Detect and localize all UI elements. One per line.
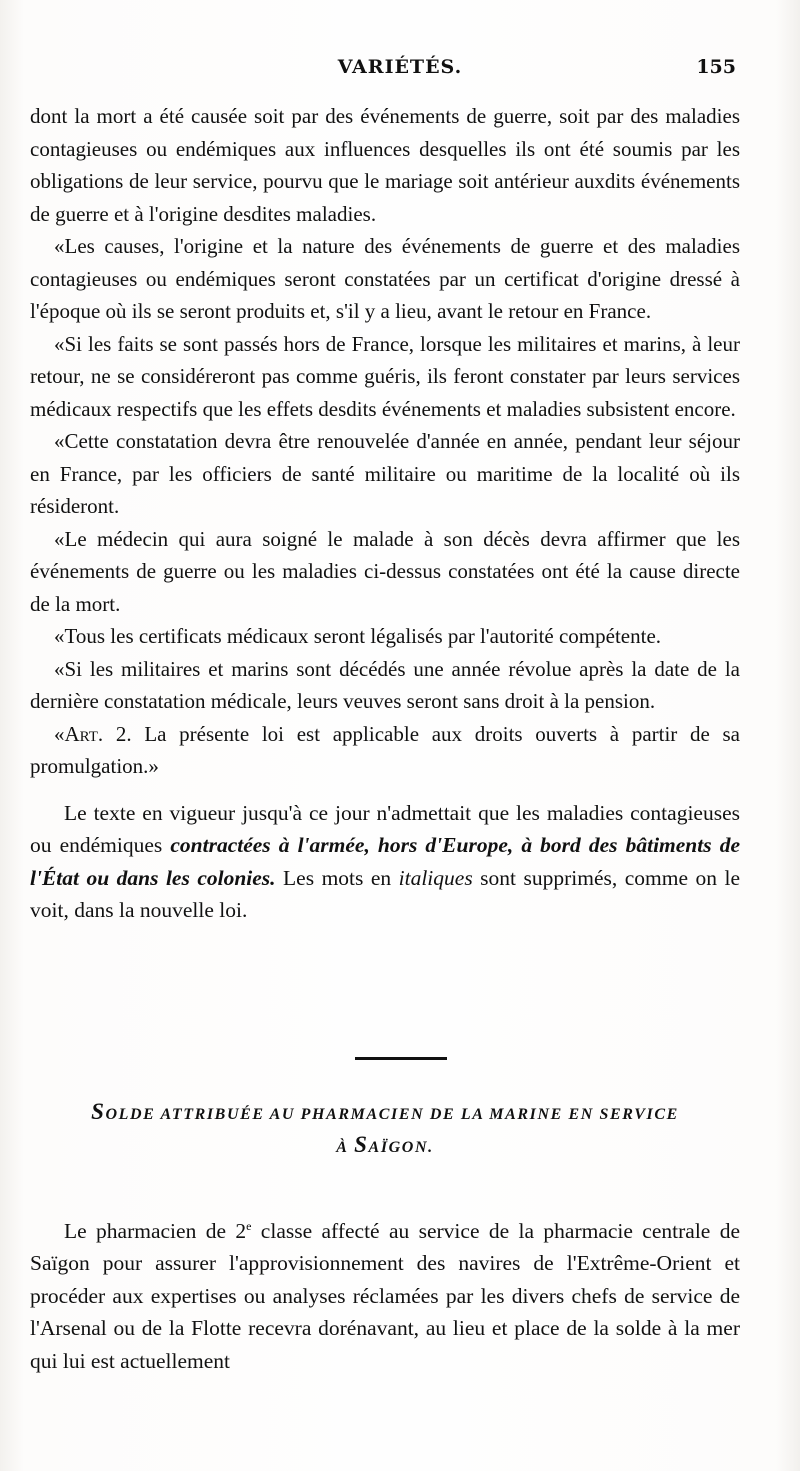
section-body-2: classe affecté au service de la pharmacie centrale de Saïgon pour assurer l'approvisionnement des navires de l'Extrême-Orient et procéder aux expertises ou analyses réclamées par les divers chefs de service de l'Arsenal ou de la Flotte recevra dorénavant, au lieu et place de la solde à la mer qui lui est actuellement — [30, 1218, 740, 1373]
title-line2-rest: AÏGON. — [368, 1139, 434, 1156]
paragraph-continuation: dont la mort a été causée soit par des événements de guerre, soit par des maladies contagieuses ou endémiques aux influences desquelles ils ont été soumis par les obligations de leur service, pourvu que le mariage soit antérieur auxdits événements de guerre et à l'origine desdites maladies. — [30, 104, 740, 226]
article-2 — [30, 718, 740, 783]
closing-italic-word: italiques — [398, 865, 473, 890]
page-number: 155 — [696, 56, 736, 78]
closing-text-3: sont supprimés, comme on le voit, dans la nouvelle loi. — [30, 865, 740, 922]
page-header — [0, 56, 800, 90]
section-title — [30, 1097, 740, 1163]
title-line2-initial: S — [354, 1132, 369, 1157]
paragraph-abroad: «Si les faits se sont passés hors de France, lorsque les militaires et marins, à leur retour, ne se considéreront pas comme guéris, ils feront constater par leurs services médicaux respectifs que les effets desdits événements et maladies subsistent encore. — [30, 331, 740, 421]
law-text — [30, 100, 740, 927]
paragraph-renewal: «Cette constatation devra être renouvelée d'année en année, pendant leur séjour en France, par les officiers de santé militaire ou maritime de la localité où ils résideront. — [30, 429, 740, 518]
closing-text-2: Les mots en — [275, 865, 399, 890]
closing-italic-phrase: contractées à l'armée, hors d'Europe, à bord des bâtiments de l'État ou dans les colonies. — [30, 833, 740, 890]
article-label: Art. 2. — [64, 721, 132, 746]
title-initial: S — [91, 1099, 106, 1124]
closing-remark — [30, 797, 740, 927]
section-body — [30, 1210, 740, 1378]
article-quote-mark: « — [54, 721, 65, 746]
section-body-1: Le pharmacien de 2 — [64, 1218, 247, 1243]
paragraph-physician: «Le médecin qui aura soigné le malade à son décès devra affirmer que les événements de guerre ou les maladies ci-dessus constatées ont été la cause directe de la mort. — [30, 526, 740, 616]
article-text: La présente loi est applicable aux droits ouverts à partir de sa promulgation.» — [30, 721, 741, 778]
paragraph-legalization: «Tous les certificats médicaux seront légalisés par l'autorité compétente. — [54, 624, 662, 648]
section-title-line1 — [30, 1097, 740, 1130]
section-divider — [355, 1057, 447, 1060]
closing-text-1: Le texte en vigueur jusqu'à ce jour n'admettait que les maladies contagieuses ou endémiques — [30, 800, 740, 857]
running-head: VARIÉTÉS. — [337, 56, 463, 78]
paragraph-causes: «Les causes, l'origine et la nature des événements de guerre et des maladies contagieuses ou endémiques seront constatées par un certificat d'origine dressé à l'époque où ils se seront produits et, s'il y a lieu, avant le retour en France. — [30, 234, 740, 323]
ordinal-suffix: e — [246, 1218, 252, 1233]
section-title-line2 — [30, 1130, 740, 1163]
paragraph-widows: «Si les militaires et marins sont décédés une année révolue après la date de la dernière constatation médicale, leurs veuves seront sans droit à la pension. — [30, 656, 740, 713]
title-line2-prefix: À — [336, 1139, 355, 1156]
title-rest: OLDE ATTRIBUÉE AU PHARMACIEN DE LA MARINE EN SERVICE — [105, 1106, 679, 1123]
